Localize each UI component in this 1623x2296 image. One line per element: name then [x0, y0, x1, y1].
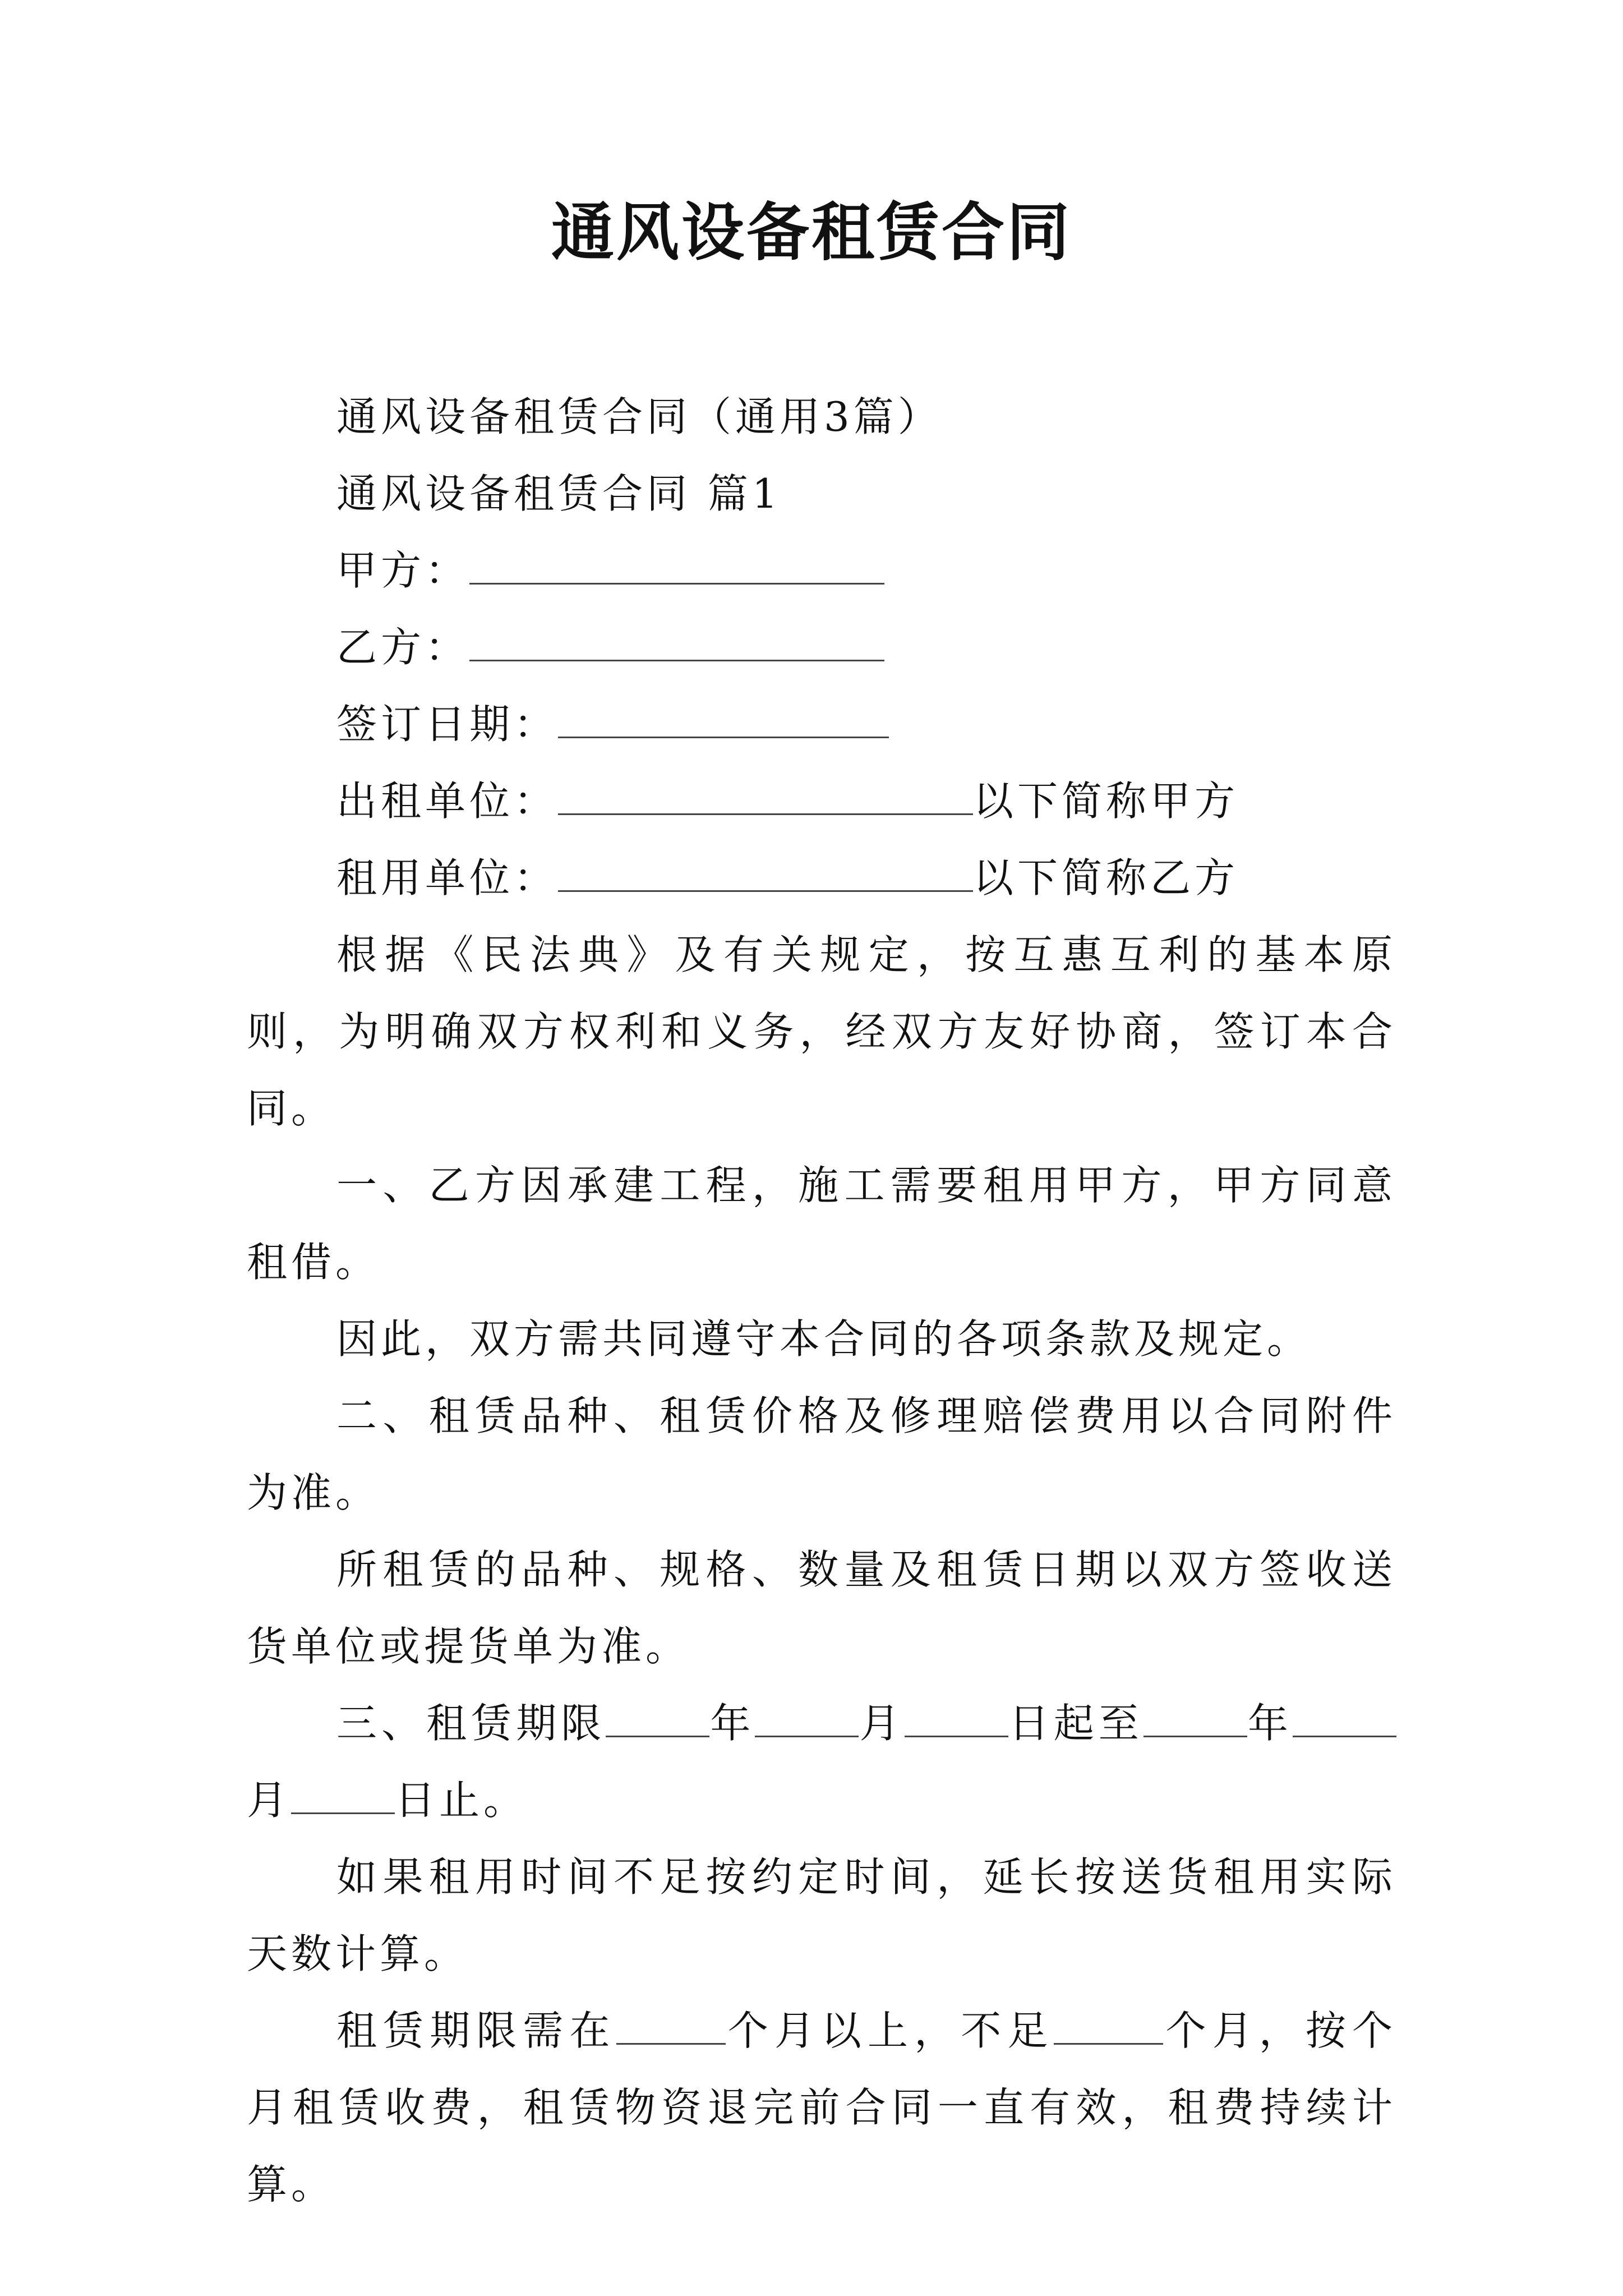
paragraph-clause-3	[247, 1685, 1396, 1839]
party-a-blank	[469, 542, 884, 585]
document-body	[247, 379, 1396, 2223]
lessor-label: 出租单位：	[336, 777, 559, 825]
end-year-label: 年	[1247, 1700, 1293, 1747]
clause-4-mid2: 个月，按个月租赁收费，租赁物资退完前合同一直有效，租费持续计算。	[247, 2007, 1396, 2208]
paragraph-clause-3b: 如果租用时间不足按约定时间，延长按送货租用实际天数计算。	[247, 1853, 1396, 1977]
lessee-line	[247, 840, 1396, 917]
sign-date-label: 签订日期：	[336, 701, 559, 748]
party-a-line	[247, 532, 1396, 609]
min-months-blank	[616, 2003, 726, 2045]
end-day-blank	[291, 1772, 395, 1814]
short-months-blank	[1054, 2003, 1163, 2045]
sign-date-line	[247, 686, 1396, 763]
document-title: 通风设备租赁合同	[551, 196, 1072, 269]
lessee-label: 租用单位：	[336, 854, 559, 901]
end-month-blank-a	[1293, 1695, 1396, 1737]
party-b-line	[247, 609, 1396, 686]
party-a-label: 甲方：	[336, 547, 470, 594]
paragraph-clause-2b: 所租赁的品种、规格、数量及租赁日期以双方签收送货单位或提货单为准。	[247, 1546, 1396, 1670]
lessee-blank	[558, 850, 973, 892]
start-month-blank	[755, 1695, 859, 1737]
section-heading: 通风设备租赁合同 篇1	[336, 470, 782, 517]
lessor-blank	[558, 773, 973, 815]
lessor-suffix: 以下简称甲方	[973, 777, 1239, 825]
clause-4-prefix: 租赁期限需在	[336, 2007, 616, 2054]
paragraph-clause-4	[247, 1993, 1396, 2223]
paragraph-basis: 根据《民法典》及有关规定，按互惠互利的基本原则，为明确双方权利和义务，经双方友好协商，签订本合同。	[247, 931, 1396, 1132]
subtitle-line: 通风设备租赁合同（通用3篇）	[336, 393, 942, 440]
end-year-blank	[1144, 1695, 1247, 1737]
lessee-suffix: 以下简称乙方	[973, 854, 1239, 901]
party-b-blank	[469, 619, 884, 661]
end-day-label: 日止。	[395, 1777, 528, 1824]
paragraph-clause-1: 一、乙方因承建工程，施工需要租用甲方，甲方同意租借。	[247, 1162, 1396, 1286]
sign-date-blank	[558, 696, 889, 738]
end-month-label: 月	[247, 1777, 292, 1824]
start-day-blank	[905, 1695, 1008, 1737]
start-year-label: 年	[709, 1700, 755, 1747]
clause-3-prefix: 三、租赁期限	[336, 1700, 606, 1747]
paragraph-clause-2: 二、租赁品种、租赁价格及修理赔偿费用以合同附件为准。	[247, 1392, 1396, 1516]
start-day-label: 日起至	[1008, 1700, 1144, 1747]
party-b-label: 乙方：	[336, 624, 470, 671]
clause-4-mid1: 个月以上，不足	[725, 2007, 1054, 2054]
start-year-blank	[606, 1695, 709, 1737]
start-month-label: 月	[859, 1700, 905, 1747]
paragraph-clause-1b: 因此，双方需共同遵守本合同的各项条款及规定。	[336, 1315, 1312, 1363]
lessor-line	[247, 763, 1396, 840]
